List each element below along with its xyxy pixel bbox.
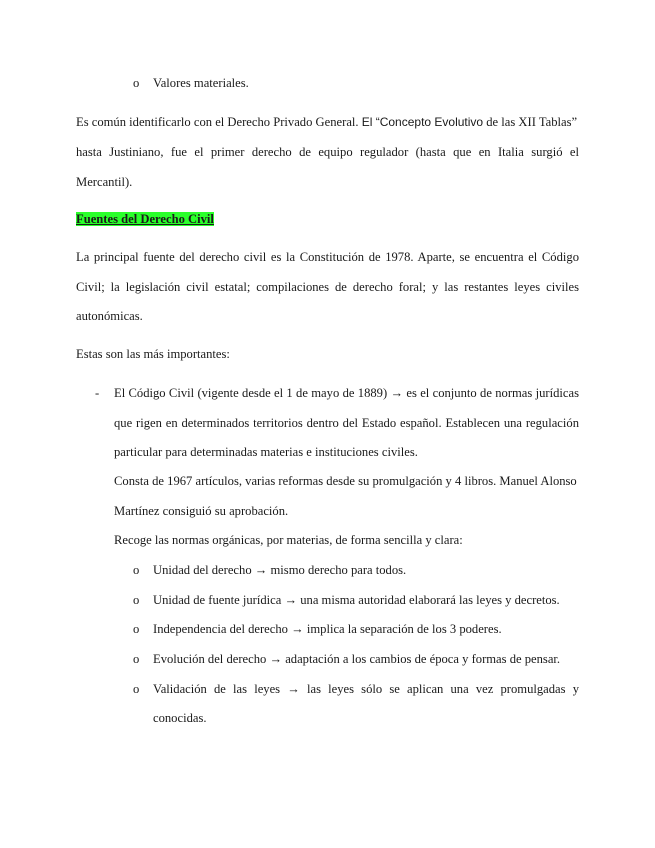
section-heading [76,212,214,227]
sub-item-validacion-cont: conocidas. [153,711,207,725]
codigo-civil-line-4: Consta de 1967 artículos, varias reformas desde su promulgación y 4 libros. Manuel Alonso [114,474,577,488]
heading-highlight: Fuentes del Derecho Civil [76,212,214,226]
paragraph-1-line-2: hasta Justiniano, fue el primer derecho de equipo regulador (hasta que en Italia surgió el [76,145,579,159]
bullet-text-valores: Valores materiales. [153,76,249,90]
paragraph-2-line-3: autonómicas. [76,309,143,323]
para1-text-b: El “Concepto Evolutivo [361,115,484,129]
codigo-civil-line-2: que rigen en determinados territorios dentro del Estado español. Establecen una regulación [114,416,579,430]
sub-bullet-marker: o [133,563,140,577]
para1-text-a: Es común identificarlo con el Derecho Privado General. [76,115,362,129]
codigo-civil-line-1: El Código Civil (vigente desde el 1 de mayo de 1889) → es el conjunto de normas jurídicas [114,386,579,400]
sub-item-independencia: Independencia del derecho → implica la separación de los 3 poderes. [153,622,502,636]
codigo-civil-line-3: particular para determinadas materias e instituciones civiles. [114,445,418,459]
codigo-civil-line-5: Martínez consiguió su aprobación. [114,504,289,518]
sub-bullet-marker: o [133,593,140,607]
dash-marker: - [95,386,100,400]
codigo-civil-line-6: Recoge las normas orgánicas, por materias, de forma sencilla y clara: [114,533,463,547]
sub-item-unidad-derecho: Unidad del derecho → mismo derecho para todos. [153,563,407,577]
paragraph-1-line-1 [76,115,577,130]
sub-bullet-marker: o [133,682,140,696]
paragraph-2-line-2: Civil; la legislación civil estatal; compilaciones de derecho foral; y las restantes leyes civiles [76,280,579,294]
sub-bullet-marker: o [133,652,140,666]
intro-line: Estas son las más importantes: [76,347,230,361]
paragraph-2-line-1: La principal fuente del derecho civil es la Constitución de 1978. Aparte, se encuentra el Código [76,250,579,264]
para1-text-c: de las XII Tablas” [483,115,578,129]
bullet-marker: o [133,76,140,90]
paragraph-1-line-3: Mercantil). [76,175,133,189]
sub-item-evolucion: Evolución del derecho → adaptación a los cambios de época y formas de pensar. [153,652,561,666]
sub-bullet-marker: o [133,622,140,636]
sub-item-unidad-fuente: Unidad de fuente jurídica → una misma autoridad elaborará las leyes y decretos. [153,593,560,607]
sub-item-validacion: Validación de las leyes → las leyes sólo se aplican una vez promulgadas y [153,682,579,696]
